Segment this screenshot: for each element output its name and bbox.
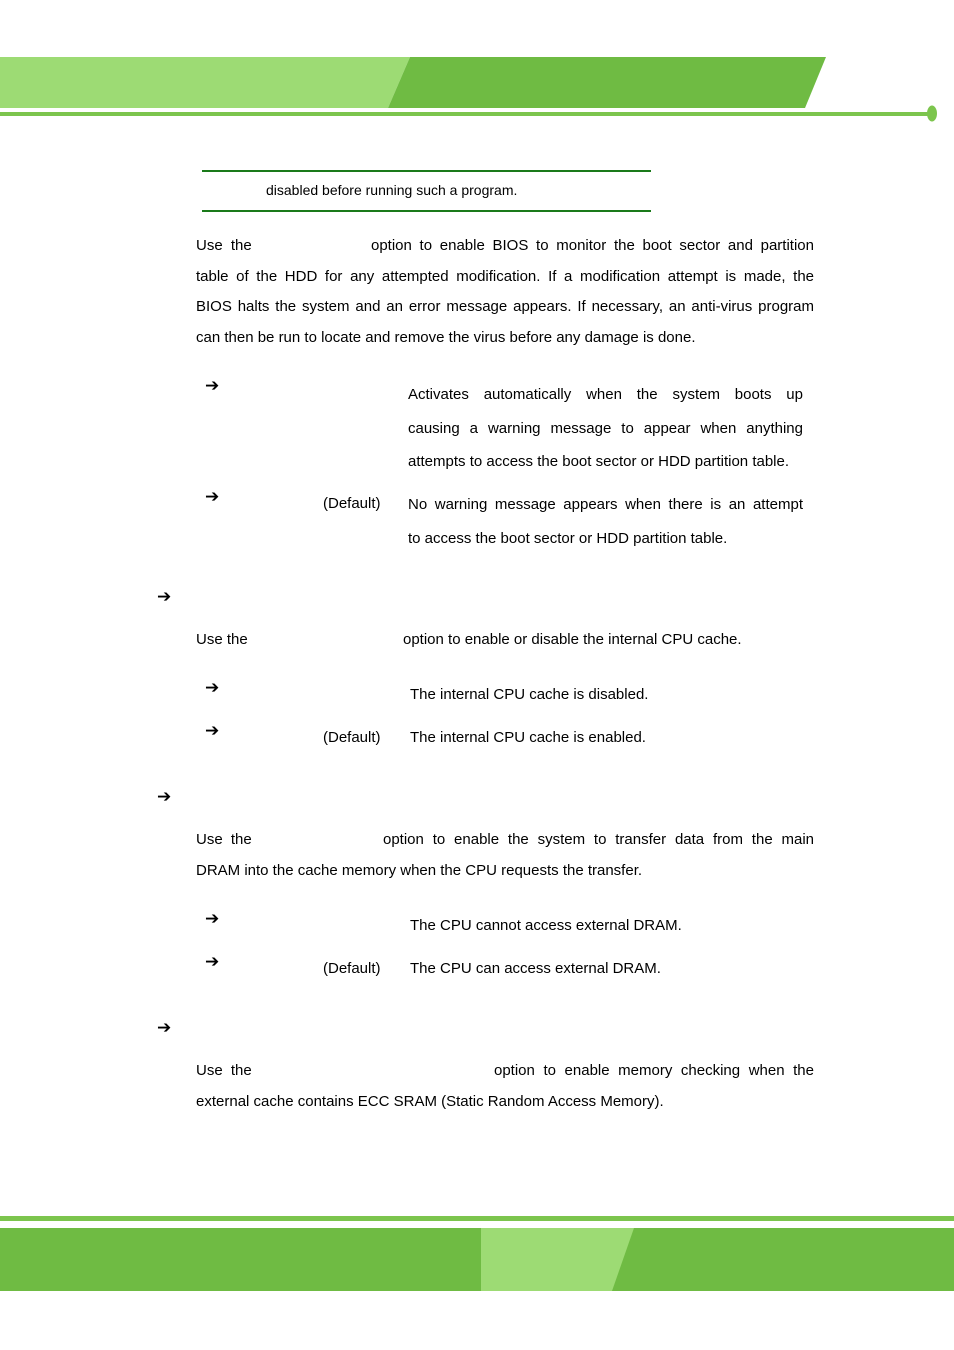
header-banner-light (0, 57, 410, 108)
arrow-icon: ➔ (205, 376, 220, 396)
note-top-rule (202, 170, 651, 172)
virus-line-2: table of the HDD for any attempted modification. If a modification attempt is made, the (196, 267, 814, 285)
virus-opt2-desc (408, 488, 803, 555)
cpu-cache-use-the: Use the (196, 631, 248, 648)
header-banner (0, 0, 954, 125)
section-arrow-icon: ➔ (157, 787, 172, 807)
virus-opt2-default: (Default) (323, 495, 381, 512)
ext-cache-paragraph (196, 825, 814, 886)
cpu-cache-opt2-desc: The internal CPU cache is enabled. (410, 729, 646, 746)
cpu-cache-opt1-desc: The internal CPU cache is disabled. (410, 686, 649, 703)
ext-cache-line-1 (196, 825, 814, 856)
footer-banner (0, 1210, 954, 1295)
virus-line-4: can then be run to locate and remove the virus before any damage is done. (196, 328, 696, 346)
virus-opt1-line-2: causing a warning message to appear when anything (408, 419, 803, 437)
footer-banner-dark (0, 1228, 954, 1291)
header-banner-dark (388, 57, 826, 108)
section-arrow-icon: ➔ (157, 1018, 172, 1038)
ext-cache-use-the: Use the (196, 831, 252, 848)
cpu-cache-intro (196, 625, 796, 656)
cpu-cache-opt2-default: (Default) (323, 729, 381, 746)
ext-cache-opt2-desc: The CPU can access external DRAM. (410, 960, 661, 977)
ecc-intro-rest: option to enable memory checking when the (494, 1062, 814, 1079)
section-arrow-icon: ➔ (157, 587, 172, 607)
virus-opt2-line-2: to access the boot sector or HDD partition table. (408, 529, 728, 547)
arrow-icon: ➔ (205, 678, 220, 698)
virus-opt2-line-1: No warning message appears when there is an attempt (408, 496, 803, 513)
ext-cache-intro-rest: option to enable the system to transfer data from the main (383, 831, 814, 848)
arrow-icon: ➔ (205, 721, 220, 741)
virus-use-the: Use the (196, 237, 252, 254)
cpu-cache-intro-rest: option to enable or disable the internal CPU cache. (403, 631, 742, 648)
virus-line-3: BIOS halts the system and an error message appears. If necessary, an anti-virus program (196, 298, 814, 316)
virus-line-1 (196, 231, 814, 262)
virus-opt1-desc (408, 378, 803, 479)
footer-banner-light (481, 1228, 634, 1291)
arrow-icon: ➔ (205, 952, 220, 972)
ext-cache-opt1-desc: The CPU cannot access external DRAM. (410, 917, 682, 934)
ext-cache-line-2: DRAM into the cache memory when the CPU requests the transfer. (196, 861, 643, 879)
arrow-icon: ➔ (205, 487, 220, 507)
note-text: disabled before running such a program. (266, 182, 518, 198)
note-bottom-rule (202, 210, 651, 212)
ecc-line-2: external cache contains ECC SRAM (Static Random Access Memory). (196, 1092, 664, 1110)
virus-opt1-line-3: attempts to access the boot sector or HDD partition table. (408, 453, 790, 470)
header-rule-end (927, 106, 937, 122)
header-rule (0, 112, 932, 116)
ecc-paragraph (196, 1056, 814, 1117)
virus-line-1-rest: option to enable BIOS to monitor the boot sector and partition (371, 237, 814, 254)
ext-cache-opt2-default: (Default) (323, 960, 381, 977)
virus-paragraph (196, 231, 814, 353)
footer-rule (0, 1216, 954, 1221)
virus-opt1-line-1: Activates automatically when the system boots up (408, 386, 803, 403)
arrow-icon: ➔ (205, 909, 220, 929)
ecc-line-1 (196, 1056, 814, 1087)
ecc-use-the: Use the (196, 1062, 252, 1079)
